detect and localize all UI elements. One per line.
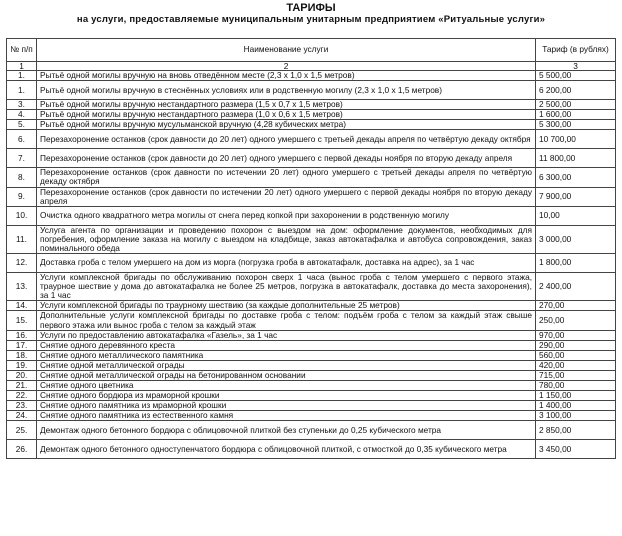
row-number: 18. bbox=[7, 350, 37, 360]
table-header-row bbox=[7, 39, 616, 62]
service-name: Перезахоронение останков (срок давности по истечении 20 лет) одного умершего с третьей декады апреля по четвёртую декаду октября bbox=[37, 168, 536, 187]
table-row bbox=[7, 130, 616, 149]
service-name: Услуги комплексной бригады по обслуживанию похорон сверх 1 часа (вынос гроба с телом умершего с первого этажа, траурное шествие у дома до автокатафалка не более 25 метров, погрузка в автокатафалк, доставка до места захоронения), за 1 час bbox=[37, 273, 536, 301]
tariff-value: 250,00 bbox=[536, 311, 616, 330]
tariff-value: 11 800,00 bbox=[536, 149, 616, 168]
row-number: 14. bbox=[7, 301, 37, 311]
row-number: 1. bbox=[7, 81, 37, 100]
row-number: 21. bbox=[7, 381, 37, 391]
tariff-value: 1 600,00 bbox=[536, 110, 616, 120]
service-name: Перезахоронение останков (срок давности по истечении 20 лет) одного умершего с первой декады ноября по вторую декаду апреля bbox=[37, 187, 536, 206]
tariff-value: 7 900,00 bbox=[536, 187, 616, 206]
document-title: ТАРИФЫ bbox=[286, 2, 336, 14]
service-name: Рытьё одной могилы вручную мусульманской вручную (4,28 кубических метра) bbox=[37, 120, 536, 130]
service-name: Снятие одного памятника из естественного камня bbox=[37, 411, 536, 421]
tariff-value: 970,00 bbox=[536, 330, 616, 340]
row-number: 13. bbox=[7, 273, 37, 301]
column-number: 1 bbox=[7, 62, 37, 71]
tariff-value: 5 300,00 bbox=[536, 120, 616, 130]
table-row bbox=[7, 360, 616, 370]
row-number: 8. bbox=[7, 168, 37, 187]
row-number: 12. bbox=[7, 254, 37, 273]
service-name: Рытьё одной могилы вручную в стеснённых условиях или в родственную могилу (2,3 х 1,0 х 1,5 метров) bbox=[37, 81, 536, 100]
tariff-value: 420,00 bbox=[536, 360, 616, 370]
row-number: 10. bbox=[7, 206, 37, 225]
service-name: Дополнительные услуги комплексной бригады по доставке гроба с телом: подъём гроба с телом за каждый этаж свыше первого этажа или вынос гроба с телом за каждый этаж bbox=[37, 311, 536, 330]
row-number: 24. bbox=[7, 411, 37, 421]
row-number: 3. bbox=[7, 100, 37, 110]
tariff-value: 780,00 bbox=[536, 381, 616, 391]
row-number: 17. bbox=[7, 340, 37, 350]
header-service-name: Наименование услуги bbox=[37, 39, 536, 62]
table-row bbox=[7, 350, 616, 360]
table-row bbox=[7, 225, 616, 253]
service-name: Снятие одной металлической ограды на бетонированном основании bbox=[37, 370, 536, 380]
tariff-value: 6 200,00 bbox=[536, 81, 616, 100]
tariff-value: 3 100,00 bbox=[536, 411, 616, 421]
table-row bbox=[7, 168, 616, 187]
service-name: Услуга агента по организации и проведению похорон с выездом на дом: оформление документов, необходимых для погребения, оформление заказа на могилу с выездом на кладбище, заказ автокатафалка и автобуса сопровождения, заказ поминального обеда bbox=[37, 225, 536, 253]
table-row bbox=[7, 311, 616, 330]
column-number: 2 bbox=[37, 62, 536, 71]
document-subtitle: на услуги, предоставляемые муниципальным унитарным предприятием «Ритуальные услуги» bbox=[76, 14, 546, 25]
service-name: Рытьё одной могилы вручную нестандартного размера (1,5 х 0,7 х 1,5 метров) bbox=[37, 100, 536, 110]
tariff-value: 715,00 bbox=[536, 370, 616, 380]
service-name: Снятие одного деревянного креста bbox=[37, 340, 536, 350]
service-name: Перезахоронение останков (срок давности до 20 лет) одного умершего с третьей декады апреля по четвёртую декаду октября bbox=[37, 130, 536, 149]
tariff-value: 2 500,00 bbox=[536, 100, 616, 110]
header-number: № п/п bbox=[7, 39, 37, 62]
header-tariff: Тариф (в рублях) bbox=[536, 39, 616, 62]
service-name: Очистка одного квадратного метра могилы от снега перед копкой при захоронении в родственную могилу bbox=[37, 206, 536, 225]
tariff-value: 2 850,00 bbox=[536, 421, 616, 440]
row-number: 6. bbox=[7, 130, 37, 149]
table-row bbox=[7, 100, 616, 110]
row-number: 7. bbox=[7, 149, 37, 168]
table-row bbox=[7, 381, 616, 391]
tariff-value: 1 800,00 bbox=[536, 254, 616, 273]
row-number: 20. bbox=[7, 370, 37, 380]
row-number: 23. bbox=[7, 401, 37, 411]
table-row bbox=[7, 340, 616, 350]
row-number: 11. bbox=[7, 225, 37, 253]
tariff-value: 10,00 bbox=[536, 206, 616, 225]
table-row bbox=[7, 254, 616, 273]
row-number: 19. bbox=[7, 360, 37, 370]
tariff-value: 290,00 bbox=[536, 340, 616, 350]
service-name: Услуги комплексной бригады по траурному шествию (за каждые дополнительные 25 метров) bbox=[37, 301, 536, 311]
row-number: 25. bbox=[7, 421, 37, 440]
table-row bbox=[7, 330, 616, 340]
table-row bbox=[7, 273, 616, 301]
tariff-value: 3 450,00 bbox=[536, 440, 616, 459]
table-row bbox=[7, 411, 616, 421]
row-number: 16. bbox=[7, 330, 37, 340]
service-name: Услуги по предоставлению автокатафалка «Газель», за 1 час bbox=[37, 330, 536, 340]
tariff-value: 560,00 bbox=[536, 350, 616, 360]
table-row bbox=[7, 401, 616, 411]
tariff-value: 5 500,00 bbox=[536, 71, 616, 81]
service-name: Снятие одного памятника из мраморной крошки bbox=[37, 401, 536, 411]
table-row bbox=[7, 206, 616, 225]
table-row bbox=[7, 440, 616, 459]
row-number: 9. bbox=[7, 187, 37, 206]
tariff-value: 6 300,00 bbox=[536, 168, 616, 187]
table-row bbox=[7, 149, 616, 168]
table-row bbox=[7, 81, 616, 100]
tariff-table bbox=[6, 38, 616, 459]
service-name: Снятие одного цветника bbox=[37, 381, 536, 391]
table-row bbox=[7, 110, 616, 120]
tariff-value: 3 000,00 bbox=[536, 225, 616, 253]
tariff-value: 1 150,00 bbox=[536, 391, 616, 401]
table-row bbox=[7, 370, 616, 380]
row-number: 5. bbox=[7, 120, 37, 130]
row-number: 1. bbox=[7, 71, 37, 81]
table-row bbox=[7, 301, 616, 311]
service-name: Демонтаж одного бетонного бордюра с облицовочной плиткой без ступеньки до 0,25 кубического метра bbox=[37, 421, 536, 440]
service-name: Рытьё одной могилы вручную нестандартного размера (1,0 х 0,6 х 1,5 метров) bbox=[37, 110, 536, 120]
service-name: Доставка гроба с телом умершего на дом из морга (погрузка гроба в автокатафалк, доставка на адрес), за 1 час bbox=[37, 254, 536, 273]
table-row bbox=[7, 71, 616, 81]
tariff-value: 1 400,00 bbox=[536, 401, 616, 411]
tariff-value: 10 700,00 bbox=[536, 130, 616, 149]
table-row bbox=[7, 391, 616, 401]
row-number: 26. bbox=[7, 440, 37, 459]
row-number: 22. bbox=[7, 391, 37, 401]
service-name: Снятие одного металлического памятника bbox=[37, 350, 536, 360]
service-name: Демонтаж одного бетонного одноступенчатого бордюра с облицовочной плиткой, с отмосткой до 0,35 кубического метра bbox=[37, 440, 536, 459]
service-name: Снятие одного бордюра из мраморной крошки bbox=[37, 391, 536, 401]
table-row bbox=[7, 120, 616, 130]
row-number: 4. bbox=[7, 110, 37, 120]
service-name: Снятие одной металлической ограды bbox=[37, 360, 536, 370]
table-row bbox=[7, 187, 616, 206]
table-row bbox=[7, 421, 616, 440]
column-number: 3 bbox=[536, 62, 616, 71]
service-name: Перезахоронение останков (срок давности до 20 лет) одного умершего с первой декады ноября по вторую декаду апреля bbox=[37, 149, 536, 168]
tariff-value: 270,00 bbox=[536, 301, 616, 311]
service-name: Рытьё одной могилы вручную на вновь отведённом месте (2,3 х 1,0 х 1,5 метров) bbox=[37, 71, 536, 81]
tariff-value: 2 400,00 bbox=[536, 273, 616, 301]
row-number: 15. bbox=[7, 311, 37, 330]
